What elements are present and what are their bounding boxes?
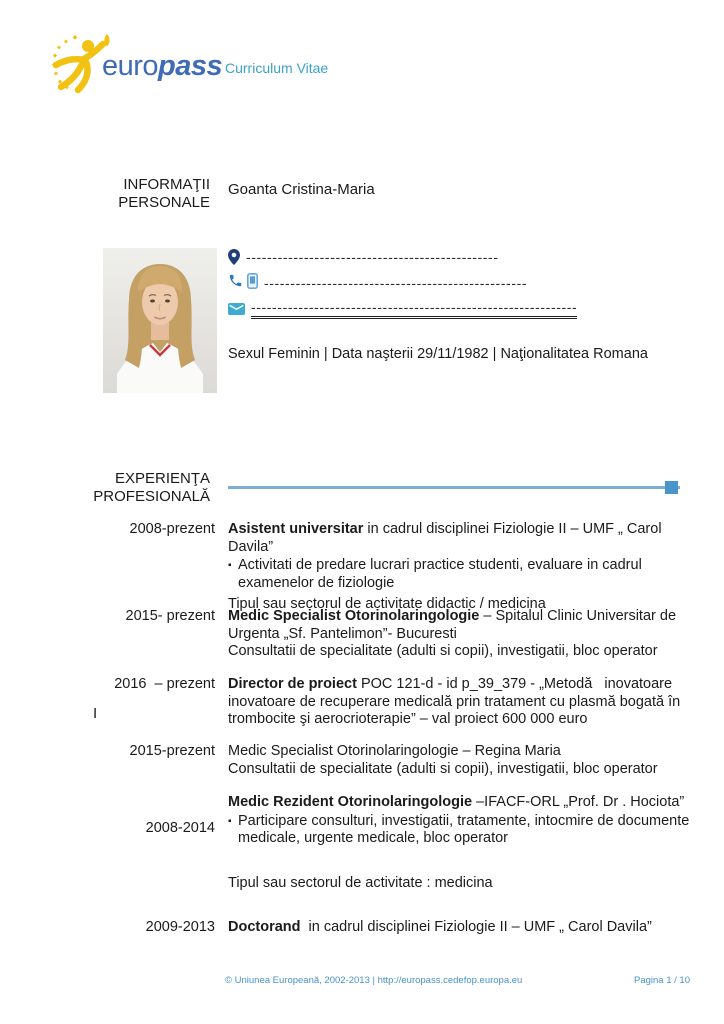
entry-title: Medic Specialist Otorinolaringologie <box>228 608 480 624</box>
contact-block <box>228 244 578 322</box>
entry-content <box>228 794 693 892</box>
experience-label-line1: EXPERIENŢA <box>114 470 210 487</box>
entry-content <box>228 608 693 661</box>
bullet-line: examenelor de fiziologie <box>238 574 395 591</box>
entry-title-line <box>228 676 693 694</box>
bullet-item <box>228 813 693 848</box>
section-rule <box>228 486 680 489</box>
entry-title: Medic Rezident Otorinolaringologie <box>228 794 473 810</box>
entry-content <box>228 521 693 614</box>
bullet-text <box>238 557 693 592</box>
bullet-marker: ▪ <box>228 815 232 827</box>
entry-period: 2009-2013 <box>145 919 215 935</box>
bullet-text <box>238 813 693 848</box>
footer-page-number: Pagina 1 / 10 <box>634 975 690 986</box>
entry-content <box>228 743 693 778</box>
entry-note: Tipul sau sectorul de activitate : medicina <box>228 874 493 891</box>
personal-info-label-line1: INFORMAŢII <box>123 176 210 193</box>
entry-line: inovatoare de recuperare medicală prin tratament cu plasmă bogată în <box>228 693 681 710</box>
address-row <box>228 244 573 270</box>
entry-title: Asistent universitar <box>228 521 364 537</box>
experience-entry-2008-prezent <box>0 521 693 614</box>
entry-title-line <box>228 794 693 812</box>
entry-line: trombocite şi aerocrioterapie” – val proiect 600 000 euro <box>228 711 588 727</box>
entry-line: Consultatii de specialitate (adulti si copii), investigatii, bloc operator <box>228 643 658 659</box>
experience-entry-2009-2013 <box>0 919 693 937</box>
entry-title-rest: in cadrul disciplinei Fiziologie II – UMF „ Carol Davila” <box>228 521 666 555</box>
entry-line: Medic Specialist Otorinolaringologie – Regina Maria <box>228 743 561 759</box>
entry-period: 2008-prezent <box>129 521 215 537</box>
demographics-line: Sexul Feminin | Data naşterii 29/11/1982 | Naţionalitatea Romana <box>228 346 648 362</box>
entry-title: Director de proiect <box>228 676 357 692</box>
location-pin-icon <box>228 249 240 265</box>
profile-photo <box>103 248 217 393</box>
email-redacted: -------------------------------------------------------------- <box>251 299 577 319</box>
bullet-item <box>228 557 693 592</box>
entry-note: Tipul sau sectorul de activitate didactic / medicina <box>228 596 546 612</box>
experience-entry-2016-prezent <box>0 676 693 729</box>
experience-label-line2: PROFESIONALĂ <box>93 487 210 505</box>
logo-euro: euro <box>102 50 159 82</box>
bullet-line: Activitati de predare lucrari practice studenti, evaluare in cadrul <box>238 557 642 573</box>
page-footer <box>225 975 690 986</box>
entry-title-rest: POC 121-d - id p_39_379 - „Metodă inovatoare <box>356 676 673 692</box>
phone-icons <box>228 273 258 294</box>
personal-info-section-label <box>0 176 210 211</box>
experience-entry-2015-prezent-spital <box>0 608 693 661</box>
address-redacted: ------------------------------------------------ <box>246 249 499 265</box>
mobile-phone-icon <box>247 273 258 294</box>
stray-mark: I <box>93 705 98 722</box>
entry-content <box>228 676 693 729</box>
entry-title: Doctorand <box>228 919 301 935</box>
personal-info-label-line2: PERSONALE <box>118 193 210 211</box>
document-type-label: Curriculum Vitae <box>225 60 329 76</box>
entry-period: 2016 – prezent <box>114 676 215 692</box>
entry-period: 2015- prezent <box>125 608 215 624</box>
entry-title-rest: in cadrul disciplinei Fiziologie II – UMF „ Carol Davila” <box>300 919 652 935</box>
logo-pass: pass <box>158 50 223 82</box>
phone-redacted: -------------------------------------------------- <box>264 275 528 291</box>
phone-handset-icon <box>228 273 243 293</box>
bullet-line: medicale, urgente medicale, bloc operator <box>238 830 509 846</box>
experience-entry-2008-2014 <box>0 794 693 892</box>
entry-period: 2008-2014 <box>145 820 215 836</box>
entry-line: Consultatii de specialitate (adulti si copii), investigatii, bloc operator <box>228 760 658 777</box>
logo-wordmark <box>102 50 222 83</box>
entry-title-rest: –IFACF-ORL „Prof. Dr . Hociota” <box>472 794 685 810</box>
entry-title-rest: – Spitalul Clinic Universitar de <box>479 608 677 624</box>
phone-row <box>228 270 573 296</box>
entry-title-line <box>228 919 693 937</box>
entry-title-line <box>228 521 693 556</box>
entry-period: 2015-prezent <box>129 743 215 759</box>
experience-section-label <box>0 470 210 505</box>
footer-copyright: © Uniunea Europeană, 2002-2013 | http://europass.cedefop.europa.eu <box>225 975 523 986</box>
experience-entry-2015-prezent-regina <box>0 743 693 778</box>
entry-title-line <box>228 608 693 626</box>
section-rule-endcap <box>665 481 678 494</box>
person-name: Goanta Cristina-Maria <box>228 181 375 198</box>
entry-line: Urgenta „Sf. Pantelimon”- Bucuresti <box>228 625 457 642</box>
email-row <box>228 296 578 322</box>
email-envelope-icon <box>228 303 245 315</box>
bullet-marker: ▪ <box>228 560 232 571</box>
entry-content <box>228 919 693 937</box>
bullet-line: Participare consulturi, investigatii, tratamente, intocmire de documente <box>238 812 690 829</box>
